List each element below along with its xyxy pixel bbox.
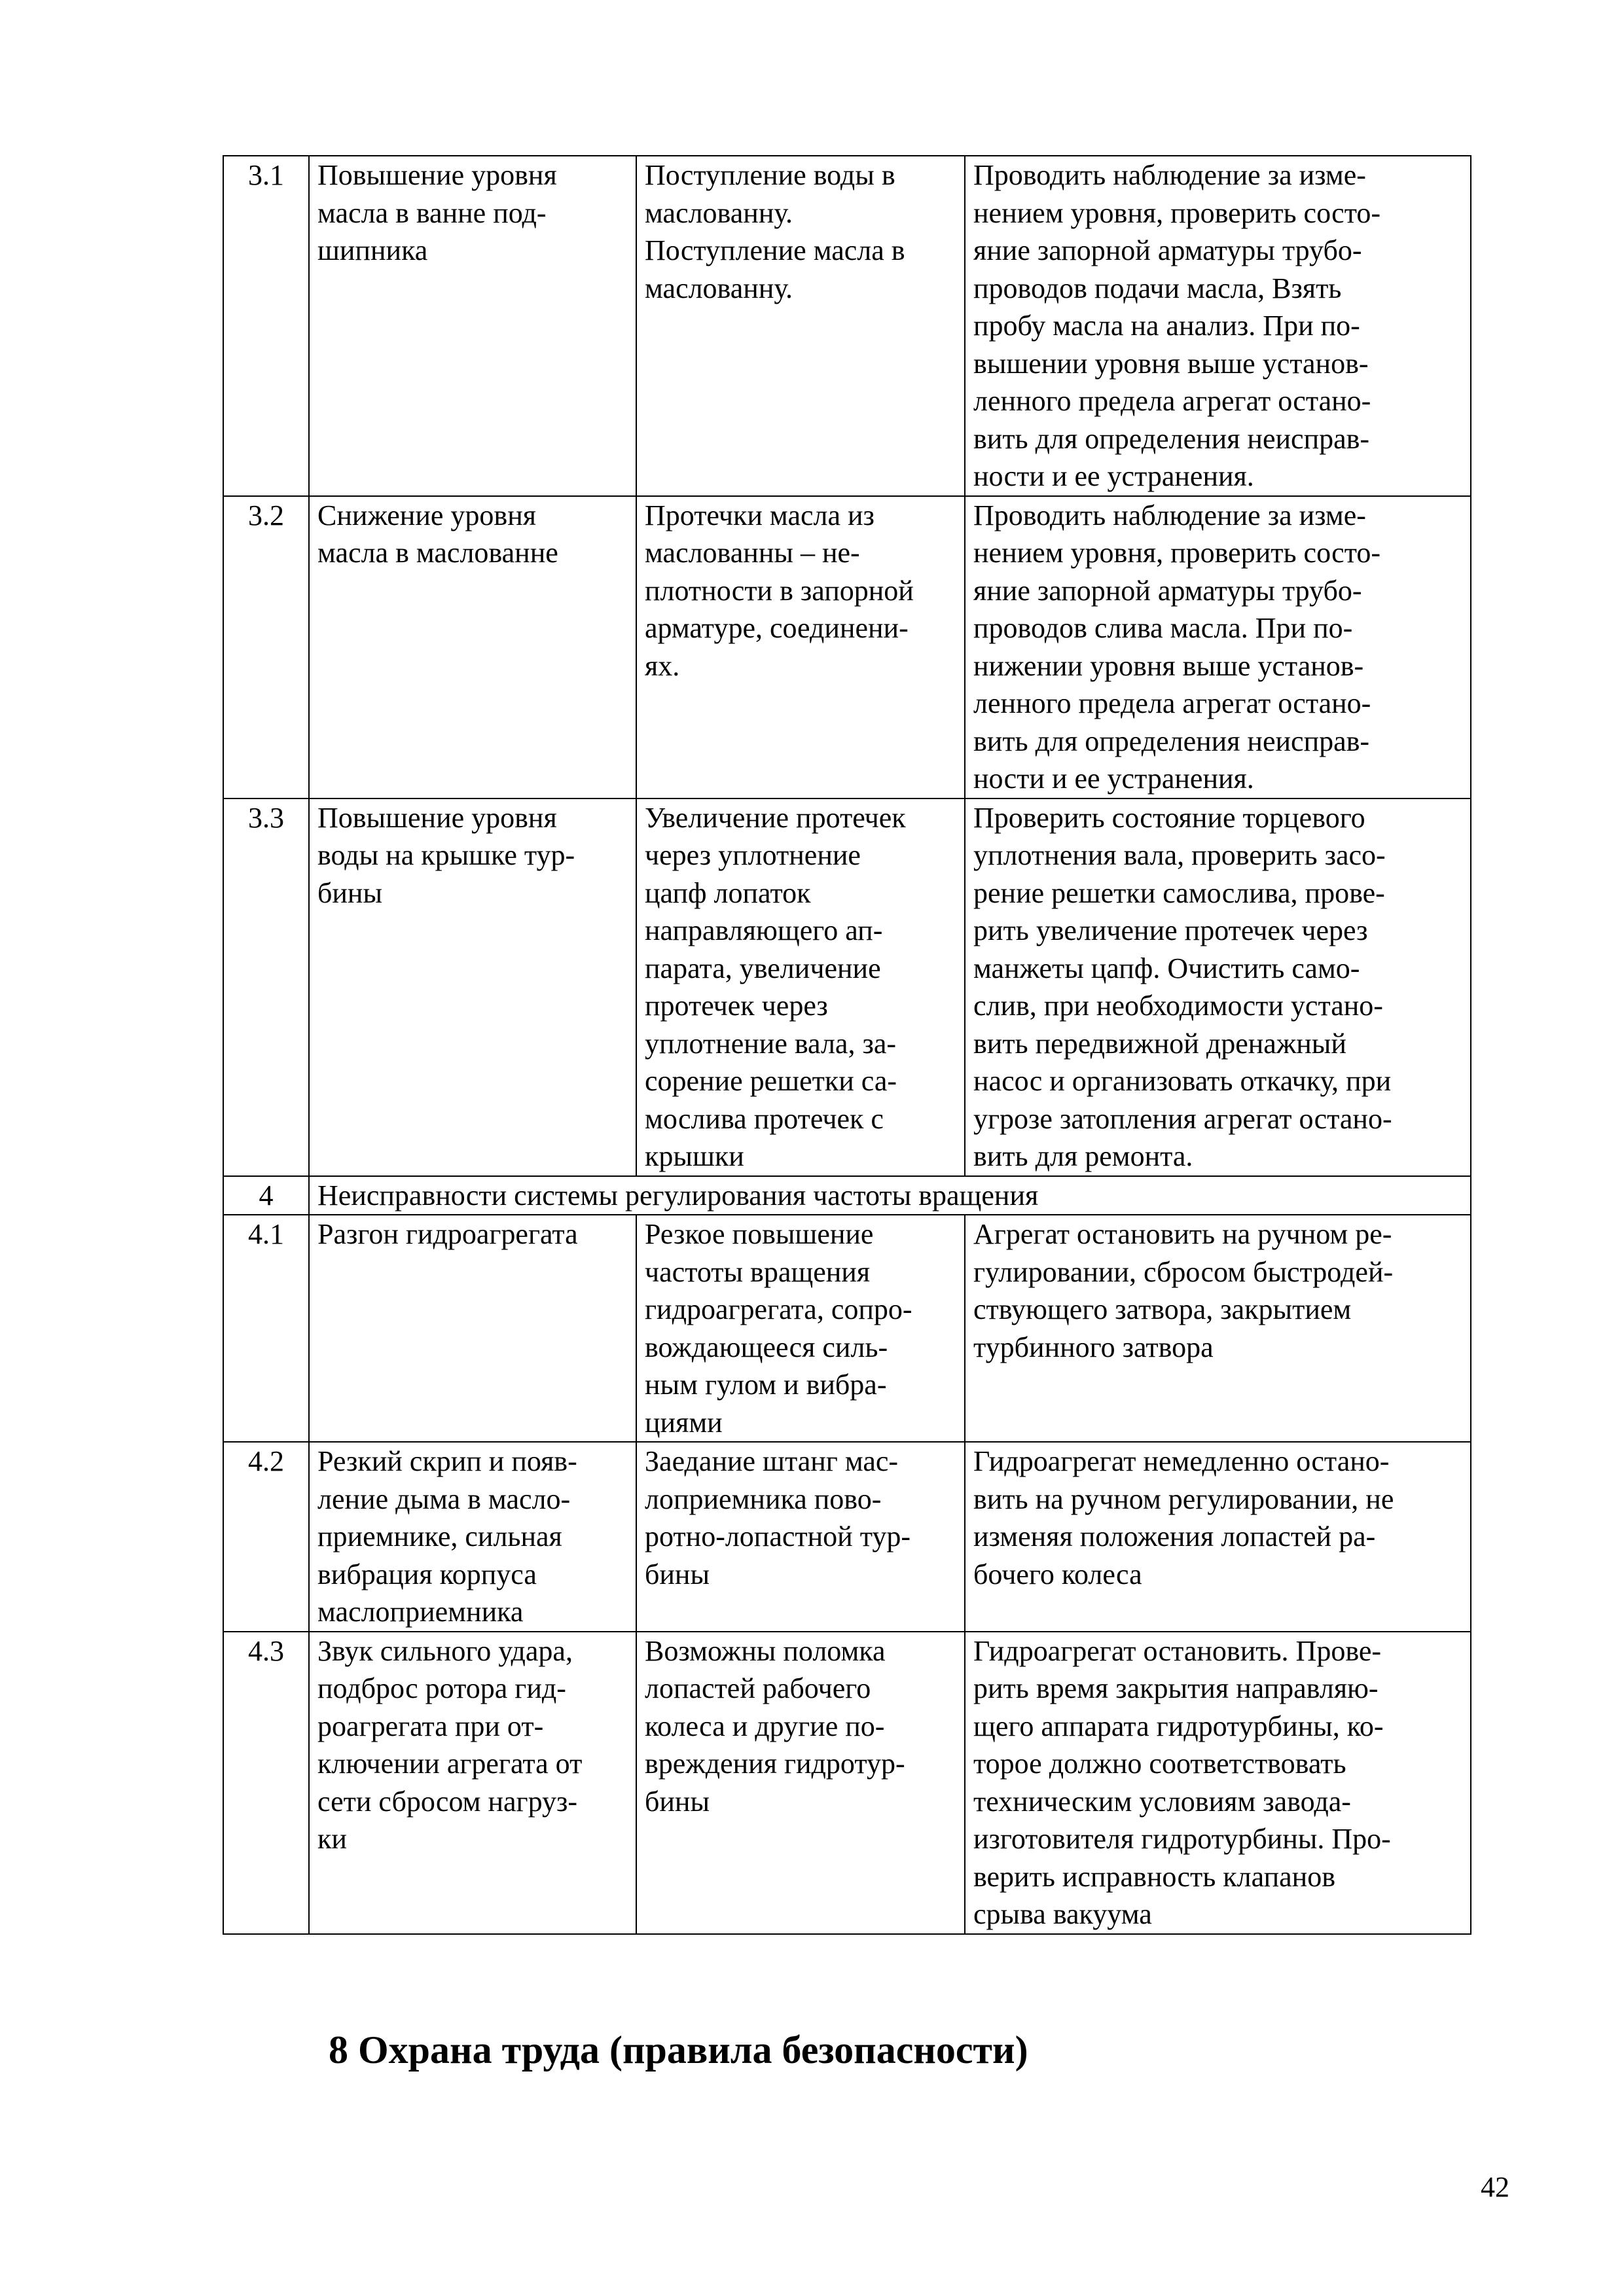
row-number: 4.1 [223, 1215, 309, 1442]
row-number: 4.3 [223, 1632, 309, 1934]
section-title: Неисправности системы регулирования частоты вращения [309, 1176, 1471, 1215]
row-number: 3.3 [223, 798, 309, 1176]
cause-cell: Возможны поломка лопастей рабочего колеса и другие по- вреждения гидротур- бины [636, 1632, 965, 1934]
table-row [223, 1215, 1471, 1442]
fault-cell: Звук сильного удара, подброс ротора гид- роагрегата при от- ключении агрегата от сети сбросом нагруз- ки [309, 1632, 636, 1934]
row-number: 3.2 [223, 496, 309, 798]
table-row [223, 1442, 1471, 1632]
fault-cell: Повышение уровня масла в ванне под- шипника [309, 156, 636, 496]
action-cell: Проверить состояние торцевого уплотнения вала, проверить засо- рение решетки самослива, прове- рить увеличение протечек через манжеты цапф. Очистить само- слив, при необходимости устано- вить передвижной дренажный насос и организовать откачку, при угрозе затопления агрегат остано- вить для ремонта. [965, 798, 1471, 1176]
section-row [223, 1176, 1471, 1215]
cause-cell: Резкое повышение частоты вращения гидроагрегата, сопро- вождающееся силь- ным гулом и вибра- циями [636, 1215, 965, 1442]
fault-cell: Разгон гидроагрегата [309, 1215, 636, 1442]
section-heading: 8 Охрана труда (правила безопасности) [329, 2028, 1028, 2072]
faults-table [223, 155, 1471, 1935]
row-number: 3.1 [223, 156, 309, 496]
action-cell: Гидроагрегат остановить. Прове- рить время закрытия направляю- щего аппарата гидротурбины, ко- торое должно соответствовать техническим условиям завода- изготовителя гидротурбины. Про- верить исправность клапанов срыва вакуума [965, 1632, 1471, 1934]
table-row [223, 798, 1471, 1176]
table-row [223, 496, 1471, 798]
action-cell: Гидроагрегат немедленно остано- вить на ручном регулировании, не изменяя положения лопастей ра- бочего колеса [965, 1442, 1471, 1632]
cause-cell: Увеличение протечек через уплотнение цапф лопаток направляющего ап- парата, увеличение протечек через уплотнение вала, за- сорение решетки са- мослива протечек с крышки [636, 798, 965, 1176]
cause-cell: Протечки масла из маслованны – не- плотности в запорной арматуре, соединени- ях. [636, 496, 965, 798]
row-number: 4.2 [223, 1442, 309, 1632]
section-number: 4 [223, 1176, 309, 1215]
action-cell: Агрегат остановить на ручном ре- гулировании, сбросом быстродей- ствующего затвора, закрытием турбинного затвора [965, 1215, 1471, 1442]
fault-cell: Снижение уровня масла в маслованне [309, 496, 636, 798]
table-row [223, 156, 1471, 496]
fault-cell: Повышение уровня воды на крышке тур- бины [309, 798, 636, 1176]
cause-cell: Поступление воды в маслованну. Поступление масла в маслованну. [636, 156, 965, 496]
fault-cell: Резкий скрип и появ- ление дыма в масло- приемнике, сильная вибрация корпуса маслоприемника [309, 1442, 636, 1632]
page-number: 42 [1481, 2171, 1509, 2203]
table-row [223, 1632, 1471, 1934]
action-cell: Проводить наблюдение за изме- нением уровня, проверить состо- яние запорной арматуры трубо- проводов подачи масла, Взять пробу масла на анализ. При по- вышении уровня выше установ- ленного предела агрегат остано- вить для определения неисправ- ности и ее устранения. [965, 156, 1471, 496]
action-cell: Проводить наблюдение за изме- нением уровня, проверить состо- яние запорной арматуры трубо- проводов слива масла. При по- нижении уровня выше установ- ленного предела агрегат остано- вить для определения неисправ- ности и ее устранения. [965, 496, 1471, 798]
cause-cell: Заедание штанг мас- лоприемника пово- ротно-лопастной тур- бины [636, 1442, 965, 1632]
